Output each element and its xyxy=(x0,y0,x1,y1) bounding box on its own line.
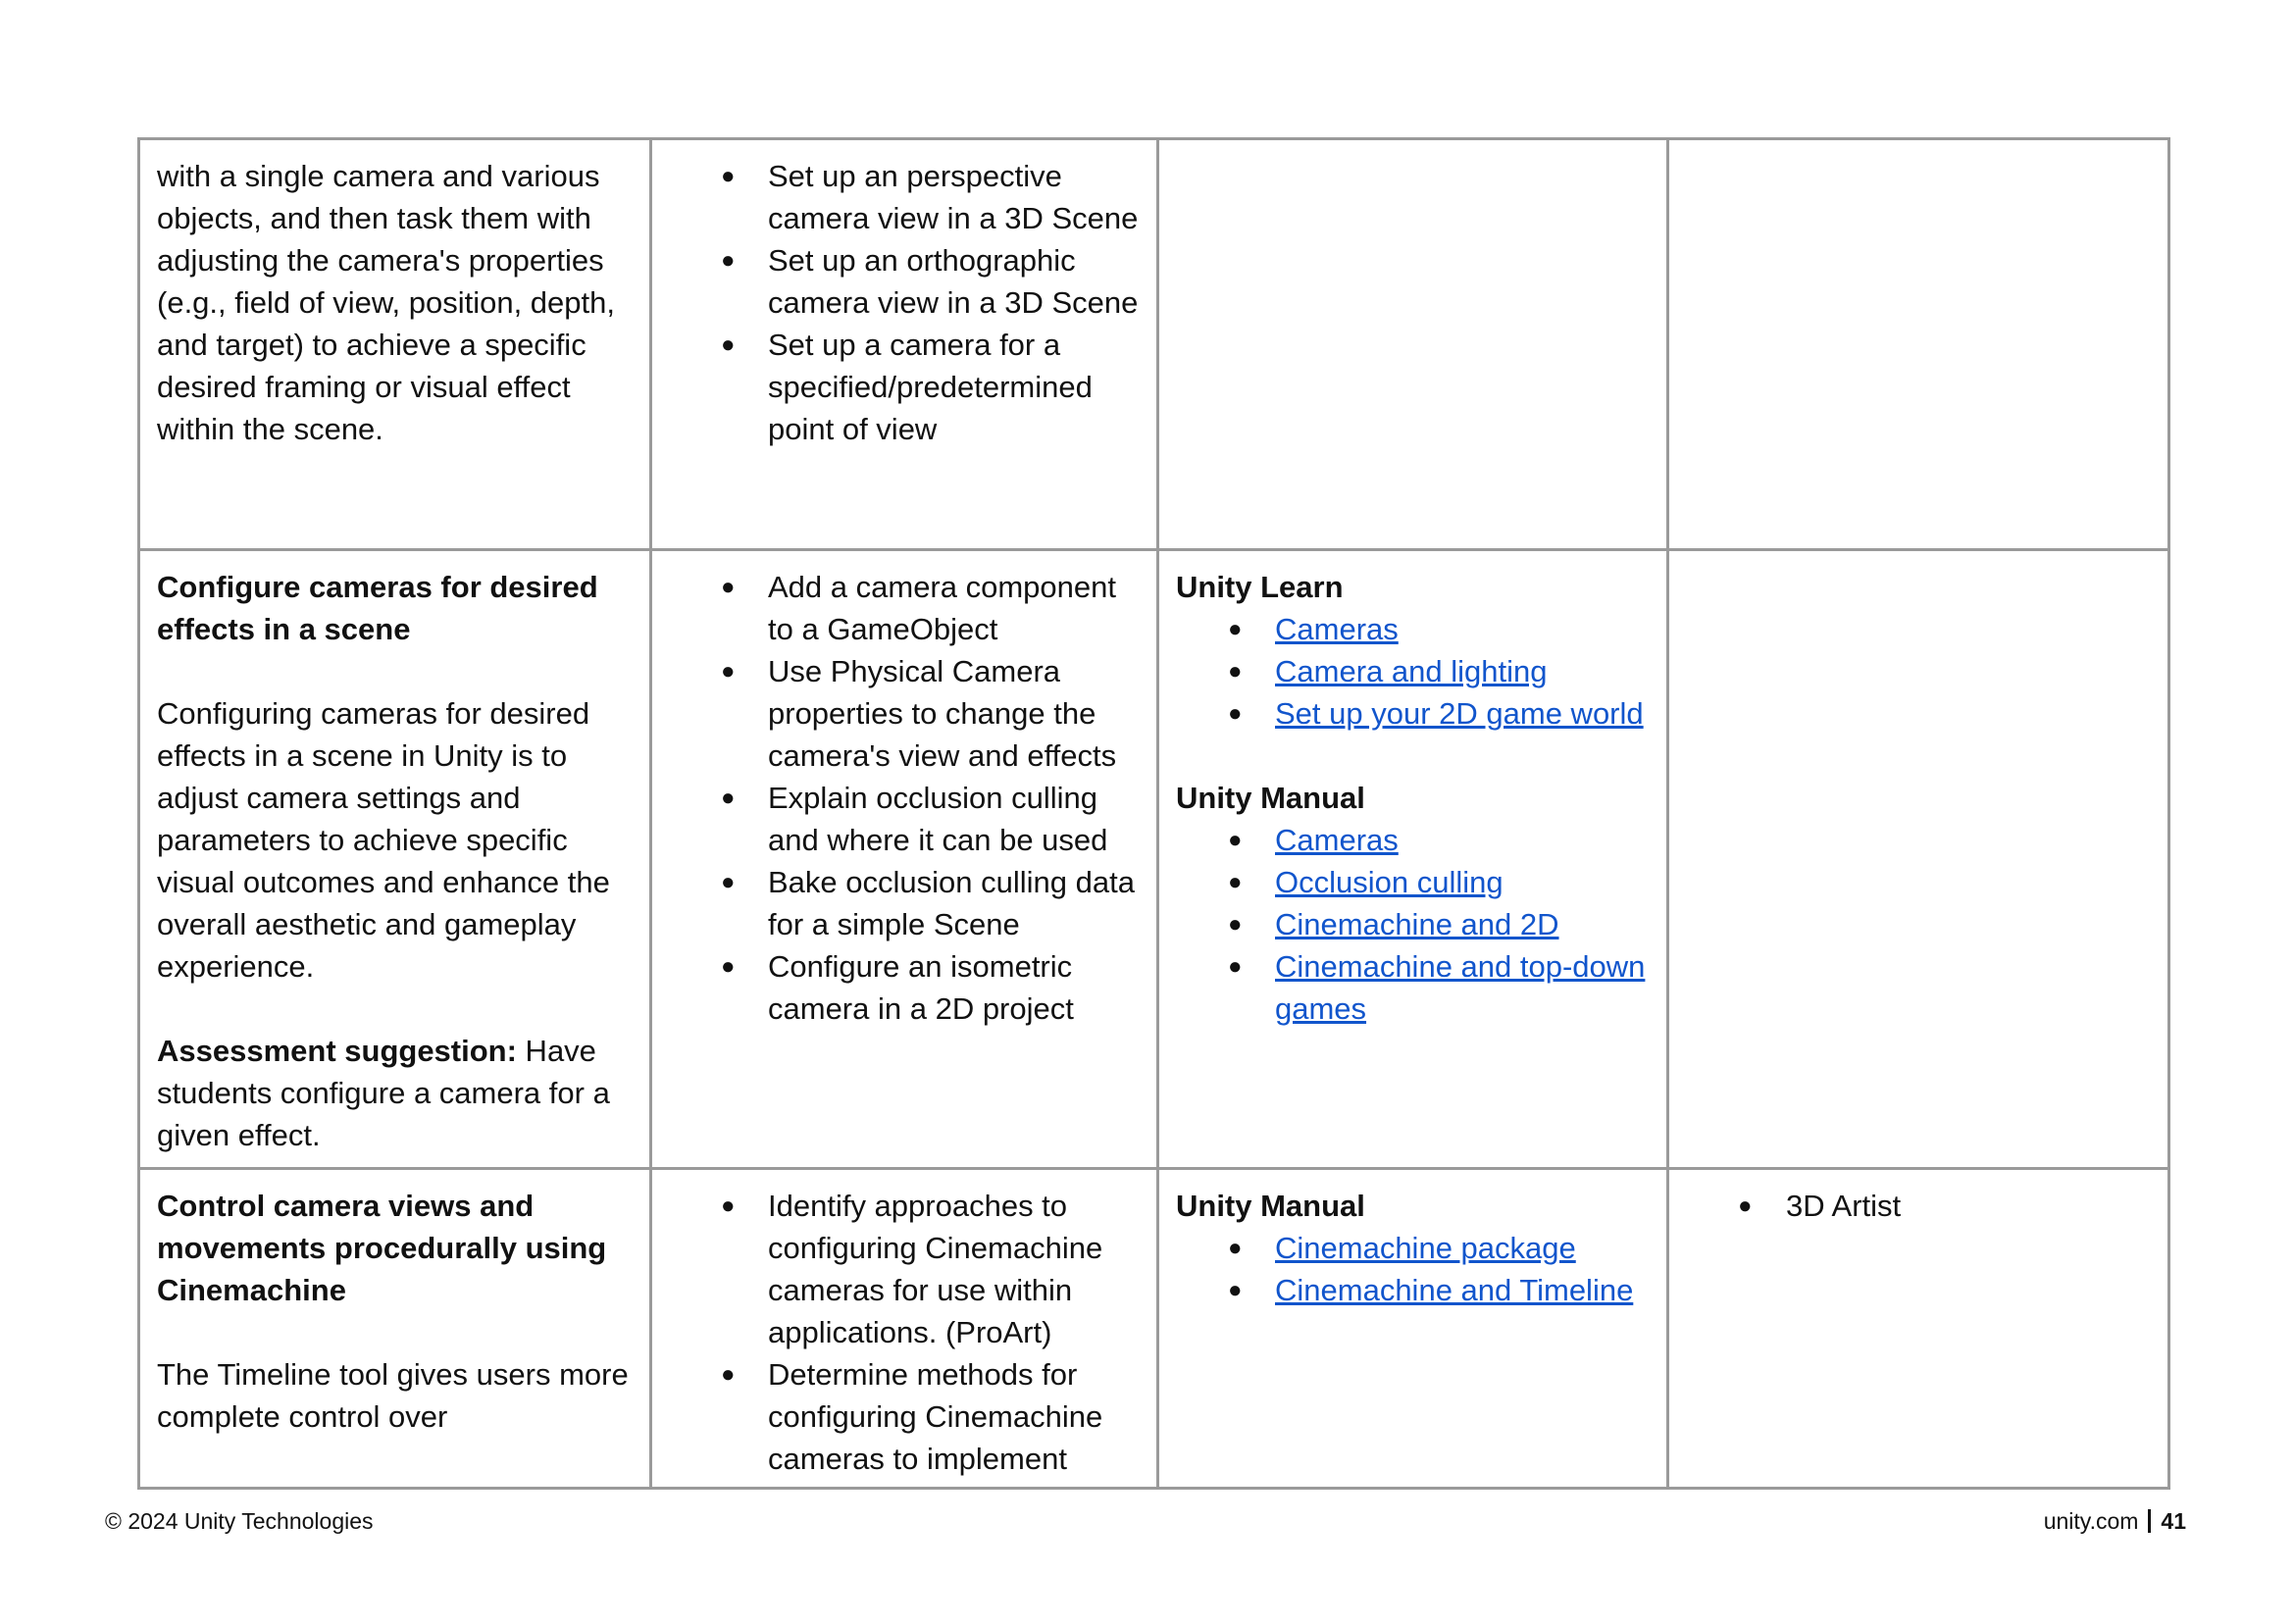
table-row xyxy=(140,1167,2167,1487)
resource-group-title: Unity Learn xyxy=(1176,570,1344,604)
footer-copyright: © 2024 Unity Technologies xyxy=(105,1508,374,1534)
objectives-list xyxy=(669,566,1140,1030)
resource-link-manual-cameras[interactable]: Cameras xyxy=(1275,823,1399,857)
resource-link-cinemachine-top-down[interactable]: Cinemachine and top-down games xyxy=(1275,949,1646,1026)
skill-heading: Control camera views and movements procedurally using Cinemachine xyxy=(157,1189,607,1307)
resource-link-2d-game-world[interactable]: Set up your 2D game world xyxy=(1275,696,1644,731)
table-cell-objectives xyxy=(649,551,1156,1167)
table-cell-description xyxy=(140,140,649,548)
objectives-list xyxy=(669,1185,1140,1480)
table-cell-careers xyxy=(1666,140,2170,548)
list-item xyxy=(1176,945,1650,1030)
list-item xyxy=(1176,861,1650,903)
table-cell-careers xyxy=(1666,1170,2170,1487)
resource-links xyxy=(1176,608,1650,735)
list-item xyxy=(1176,650,1650,692)
table-cell-careers xyxy=(1666,551,2170,1167)
table-cell-resources xyxy=(1156,1170,1666,1487)
list-item xyxy=(1176,903,1650,945)
table-row xyxy=(140,548,2167,1167)
resource-group-title: Unity Manual xyxy=(1176,781,1365,815)
assessment-label: Assessment suggestion: xyxy=(157,1034,517,1068)
footer-divider xyxy=(2148,1509,2151,1533)
description-text: Configuring cameras for desired effects in a scene in Unity is to adjust camera settings and parameters to achieve specific visual outcomes and enhance the overall aesthetic and gameplay experience. xyxy=(157,696,610,984)
list-item: ● Bake occlusion culling data for a simple Scene xyxy=(669,861,1140,945)
list-item: ● Configure an isometric camera in a 2D project xyxy=(669,945,1140,1030)
assessment-suggestion xyxy=(157,1030,633,1156)
list-item xyxy=(1176,692,1650,735)
list-item: ● Set up a camera for a specified/predetermined point of view xyxy=(669,324,1140,450)
resource-link-cameras[interactable]: Cameras xyxy=(1275,612,1399,646)
list-item: ● Explain occlusion culling and where it can be used xyxy=(669,777,1140,861)
resource-group-title: Unity Manual xyxy=(1176,1189,1365,1223)
resource-link-occlusion-culling[interactable]: Occlusion culling xyxy=(1275,865,1504,899)
resource-link-cinemachine-package[interactable]: Cinemachine package xyxy=(1275,1231,1576,1265)
list-item xyxy=(1176,608,1650,650)
careers-list xyxy=(1686,1185,2154,1227)
table-cell-description xyxy=(140,1170,649,1487)
resource-link-cinemachine-timeline[interactable]: Cinemachine and Timeline xyxy=(1275,1273,1634,1307)
list-item: ● Set up an orthographic camera view in a 3D Scene xyxy=(669,239,1140,324)
list-item xyxy=(1176,1227,1650,1269)
table-cell-resources xyxy=(1156,551,1666,1167)
list-item: ● Set up an perspective camera view in a 3D Scene xyxy=(669,155,1140,239)
page-number: 41 xyxy=(2161,1508,2186,1534)
list-item: ● Add a camera component to a GameObject xyxy=(669,566,1140,650)
list-item xyxy=(1176,819,1650,861)
list-item: ● Identify approaches to configuring Cinemachine cameras for use within applications. (ProArt) xyxy=(669,1185,1140,1353)
list-item: ● 3D Artist xyxy=(1686,1185,2154,1227)
footer-site: unity.com xyxy=(2043,1508,2139,1534)
list-item: ● Use Physical Camera properties to change the camera's view and effects xyxy=(669,650,1140,777)
table-cell-objectives xyxy=(649,1170,1156,1487)
table-cell-objectives xyxy=(649,140,1156,548)
assessment-text: Have students configure a camera for a given effect. xyxy=(157,1034,610,1152)
description-text: with a single camera and various objects, and then task them with adjusting the camera's properties (e.g., field of view, position, depth, and target) to achieve a specific desired framing or visual effect within the scene. xyxy=(157,159,615,446)
objectives-list xyxy=(669,155,1140,450)
resource-links xyxy=(1176,819,1650,1030)
resource-link-camera-and-lighting[interactable]: Camera and lighting xyxy=(1275,654,1548,688)
resource-links xyxy=(1176,1227,1650,1311)
curriculum-table xyxy=(137,137,2170,1490)
description-text: The Timeline tool gives users more complete control over xyxy=(157,1357,629,1434)
resource-link-cinemachine-2d[interactable]: Cinemachine and 2D xyxy=(1275,907,1559,941)
list-item xyxy=(1176,1269,1650,1311)
list-item: ● Determine methods for configuring Cinemachine cameras to implement xyxy=(669,1353,1140,1480)
skill-heading: Configure cameras for desired effects in a scene xyxy=(157,570,598,646)
table-cell-resources xyxy=(1156,140,1666,548)
footer-page-info xyxy=(2044,1508,2186,1535)
table-row xyxy=(140,140,2167,548)
table-cell-description xyxy=(140,551,649,1167)
